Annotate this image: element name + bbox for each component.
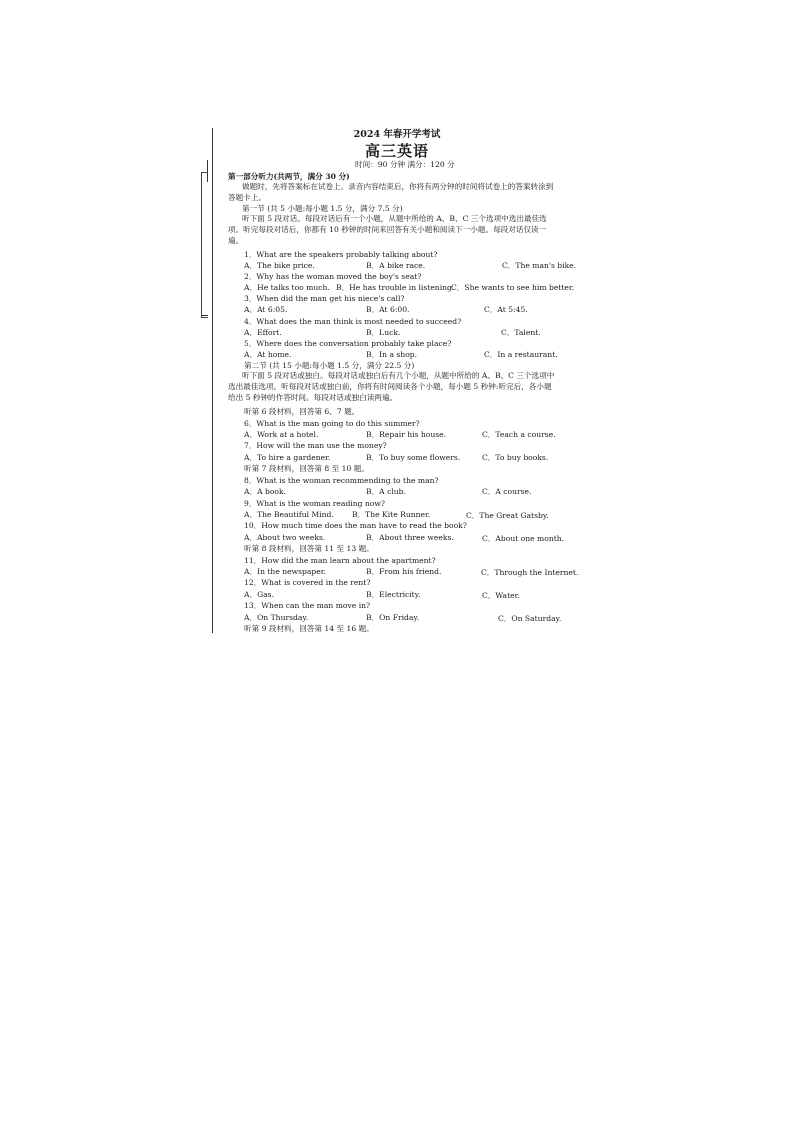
- margin-line: [212, 128, 213, 633]
- option-c: C．Talent.: [501, 328, 541, 337]
- material-note: 听第 9 段材料，回答第 14 至 16 题。: [244, 624, 374, 633]
- option-b: B．Electricity.: [366, 590, 421, 599]
- option-a: A．To hire a gardener.: [244, 453, 331, 462]
- material-note: 听第 7 段材料，回答第 8 至 10 题。: [244, 464, 369, 473]
- option-c: C．Water.: [482, 591, 520, 600]
- section2-intro: 听下面 5 段对话或独白。每段对话或独白后有几个小题，从题中所给的 A、B、C 三个选项中选出最佳选项。听每段对话或独白前，你将有时间阅读各个小题，每小题 5 秒钟:听完后，各小题给出 5 秒钟的作答时间。每段对话或独白读两遍。: [228, 371, 555, 402]
- margin-tick: [202, 315, 208, 316]
- question-stem: 1．What are the speakers probably talking about?: [244, 250, 438, 259]
- option-c: C．About one month.: [482, 534, 565, 543]
- option-a: A．On Thursday.: [244, 613, 309, 622]
- option-a: A．At home.: [244, 350, 292, 359]
- option-a: A．The Beautiful Mind.: [244, 510, 334, 519]
- question-stem: 7．How will the man use the money?: [244, 441, 387, 450]
- option-a: A．Work at a hotel.: [244, 430, 319, 439]
- option-a: A．Gas.: [244, 590, 274, 599]
- time-score-line: 时间：90 分钟 满分：120 分: [355, 160, 455, 169]
- material-note: 听第 8 段材料，回答第 11 至 13 题。: [244, 544, 374, 553]
- question-stem: 9．What is the woman reading now?: [244, 499, 385, 508]
- question-stem: 5．Where does the conversation probably take place?: [244, 339, 452, 348]
- option-c: C．Teach a course.: [482, 430, 556, 439]
- exam-year-title: 2024 年春开学考试: [353, 129, 441, 140]
- option-b: B．Luck.: [366, 328, 401, 337]
- option-a: A．A book.: [244, 487, 286, 496]
- option-c: C．A course.: [482, 487, 532, 496]
- option-c: C．The Great Gatsby.: [466, 511, 549, 520]
- option-a: A．In the newspaper.: [244, 567, 326, 576]
- question-stem: 10．How much time does the man have to read the book?: [244, 521, 467, 530]
- question-stem: 11．How did the man learn about the apartment?: [244, 556, 436, 565]
- option-c: C．On Saturday.: [498, 614, 562, 623]
- option-b: B．A bike race.: [366, 261, 426, 270]
- option-c: C．The man's bike.: [502, 261, 577, 270]
- part1-heading: 第一部分听力(共两节，满分 30 分): [228, 172, 350, 181]
- question-stem: 12．What is covered in the rent?: [244, 578, 371, 587]
- option-c: C．Through the Internet.: [481, 568, 579, 577]
- option-b: B．From his friend.: [366, 567, 442, 576]
- section1-heading: 第一节 (共 5 小题:每小题 1.5 分，满分 7.5 分): [242, 204, 403, 213]
- option-a: A．The bike price.: [244, 261, 315, 270]
- section1-intro: 听下面 5 段对话。每段对话后有一个小题，从题中所给的 A、B、C 三个选项中选出最佳选项。听完每段对话后，你都有 10 秒钟的时间来回答有关小题和阅读下一小题。每段对话仅读一遍。: [228, 214, 547, 245]
- option-c: C．In a restaurant.: [484, 350, 558, 359]
- option-c: C．At 5:45.: [484, 305, 528, 314]
- question-stem: 6．What is the man going to do this summer?: [244, 419, 420, 428]
- option-b: B．A club.: [366, 487, 406, 496]
- option-a: A．At 6:05.: [244, 305, 288, 314]
- option-c: C．To buy books.: [482, 453, 549, 462]
- option-a: A．Effort.: [244, 328, 282, 337]
- option-b: B．The Kite Runner.: [352, 510, 431, 519]
- subject-title: 高三英语: [364, 142, 429, 160]
- question-stem: 3．When did the man get his niece's call?: [244, 294, 405, 303]
- question-stem: 2．Why has the woman moved the boy's seat?: [244, 272, 422, 281]
- option-a: A．He talks too much.: [244, 283, 330, 292]
- question-stem: 8．What is the woman recommending to the man?: [244, 476, 439, 485]
- option-b: B．He has trouble in listening.: [336, 283, 455, 292]
- option-b: B．In a shop.: [366, 350, 418, 359]
- question-stem: 4．What does the man think is most needed to succeed?: [244, 317, 462, 326]
- option-b: B．About three weeks.: [366, 533, 454, 542]
- option-c: C．She wants to see him better.: [451, 283, 575, 292]
- material-note: 听第 6 段材料，回答第 6、7 题。: [244, 407, 360, 416]
- question-stem: 13．When can the man move in?: [244, 601, 371, 610]
- option-a: A．About two weeks.: [244, 533, 326, 542]
- option-b: B．Repair his house.: [366, 430, 447, 439]
- margin-bracket: [201, 172, 208, 318]
- option-b: B．At 6:00.: [366, 305, 410, 314]
- section2-heading: 第二节 (共 15 小题:每小题 1.5 分，满分 22.5 分): [244, 361, 415, 370]
- option-b: B．To buy some flowers.: [366, 453, 461, 462]
- option-b: B．On Friday.: [366, 613, 420, 622]
- part1-intro: 做题时，先将答案标在试卷上。录音内容结束后，你将有两分钟的时间将试卷上的答案转涂到答题卡上。: [228, 182, 554, 202]
